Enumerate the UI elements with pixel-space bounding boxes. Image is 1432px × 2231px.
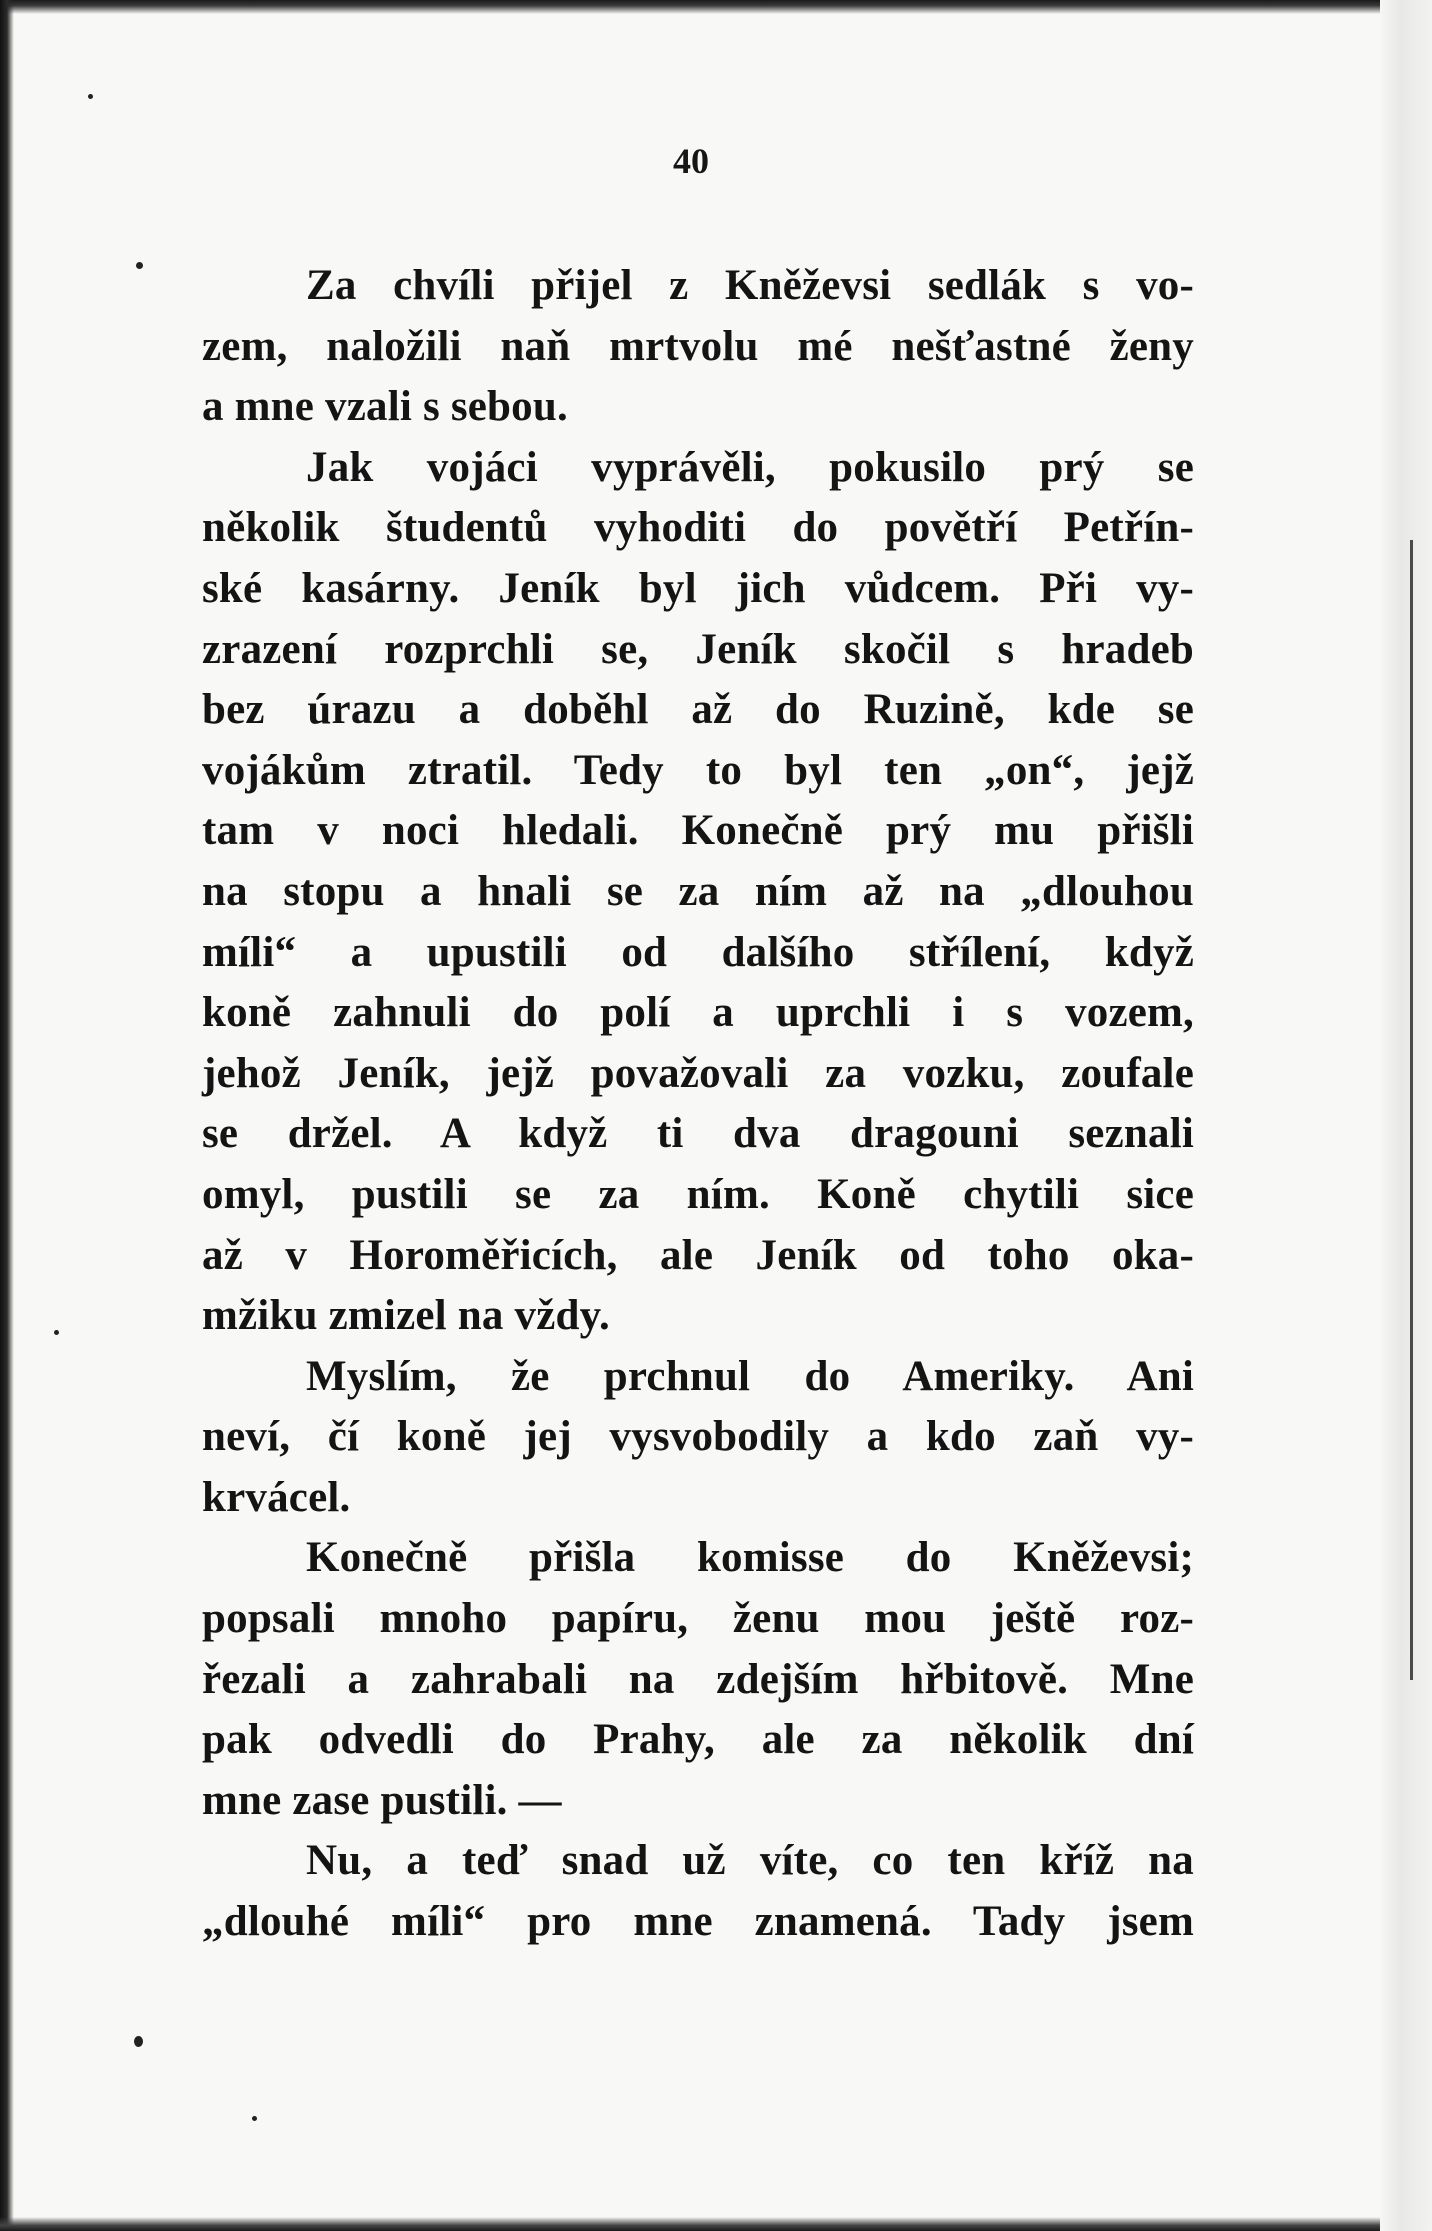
text-line: Nu, a teď snad už víte, co ten kříž na	[306, 1837, 1194, 1885]
ink-speck	[88, 94, 93, 99]
text-line: Konečně přišla komisse do Kněževsi;	[306, 1534, 1194, 1582]
ink-speck	[136, 262, 143, 269]
ink-speck	[252, 2116, 257, 2121]
ink-speck	[134, 2036, 143, 2047]
text-line: koně zahnuli do polí a uprchli i s vozem,	[202, 989, 1194, 1037]
text-line: mžiku zmizel na vždy.	[202, 1292, 610, 1340]
ink-speck	[54, 1330, 59, 1335]
text-line: vojákům ztratil. Tedy to byl ten „on“, jejž	[202, 746, 1194, 794]
text-line: Myslím, že prchnul do Ameriky. Ani	[306, 1352, 1194, 1400]
scan-edge-bottom	[0, 2217, 1432, 2231]
scan-edge-right	[1380, 0, 1432, 2231]
text-line: několik študentů vyhoditi do povětří Petřín-	[202, 504, 1194, 552]
text-line: ské kasárny. Jeník byl jich vůdcem. Při vy-	[202, 564, 1194, 612]
text-line: a mne vzali s sebou.	[202, 383, 568, 431]
text-line: Za chvíli přijel z Kněževsi sedlák s vo-	[306, 262, 1194, 309]
text-line: zrazení rozprchli se, Jeník skočil s hradeb	[202, 625, 1194, 673]
text-line: se držel. A když ti dva dragouni seznali	[202, 1110, 1194, 1158]
text-line: popsali mnoho papíru, ženu mou ještě roz-	[202, 1595, 1194, 1643]
text-line: tam v noci hledali. Konečně prý mu přišli	[202, 807, 1194, 855]
text-line: bez úrazu a doběhl až do Ruzině, kde se	[202, 686, 1194, 734]
text-line: míli“ a upustili od dalšího střílení, když	[202, 928, 1194, 976]
text-line: zem, naložili naň mrtvolu mé nešťastné ženy	[202, 322, 1194, 370]
scan-edge-top	[0, 0, 1432, 14]
text-line: neví, čí koně jej vysvobodily a kdo zaň vy-	[202, 1413, 1194, 1461]
text-line: řezali a zahrabali na zdejším hřbitově. Mne	[202, 1655, 1194, 1703]
text-line: krvácel.	[202, 1473, 351, 1521]
scan-edge-left	[0, 0, 14, 2231]
text-line: jehož Jeník, jejž považovali za vozku, zoufale	[202, 1049, 1194, 1097]
text-line: až v Horoměřicích, ale Jeník od toho oka-	[202, 1231, 1194, 1279]
text-line: pak odvedli do Prahy, ale za několik dní	[202, 1716, 1194, 1764]
text-line: mne zase pustili. —	[202, 1776, 562, 1824]
text-line: Jak vojáci vyprávěli, pokusilo prý se	[306, 443, 1194, 491]
text-line: omyl, pustili se za ním. Koně chytili sice	[202, 1170, 1194, 1218]
text-line: na stopu a hnali se za ním až na „dlouhou	[202, 867, 1194, 915]
scan-binding-line	[1410, 540, 1413, 1680]
body-text	[202, 256, 1194, 1953]
text-line: „dlouhé míli“ pro mne znamená. Tady jsem	[202, 1898, 1194, 1946]
page-number: 40	[673, 141, 709, 181]
